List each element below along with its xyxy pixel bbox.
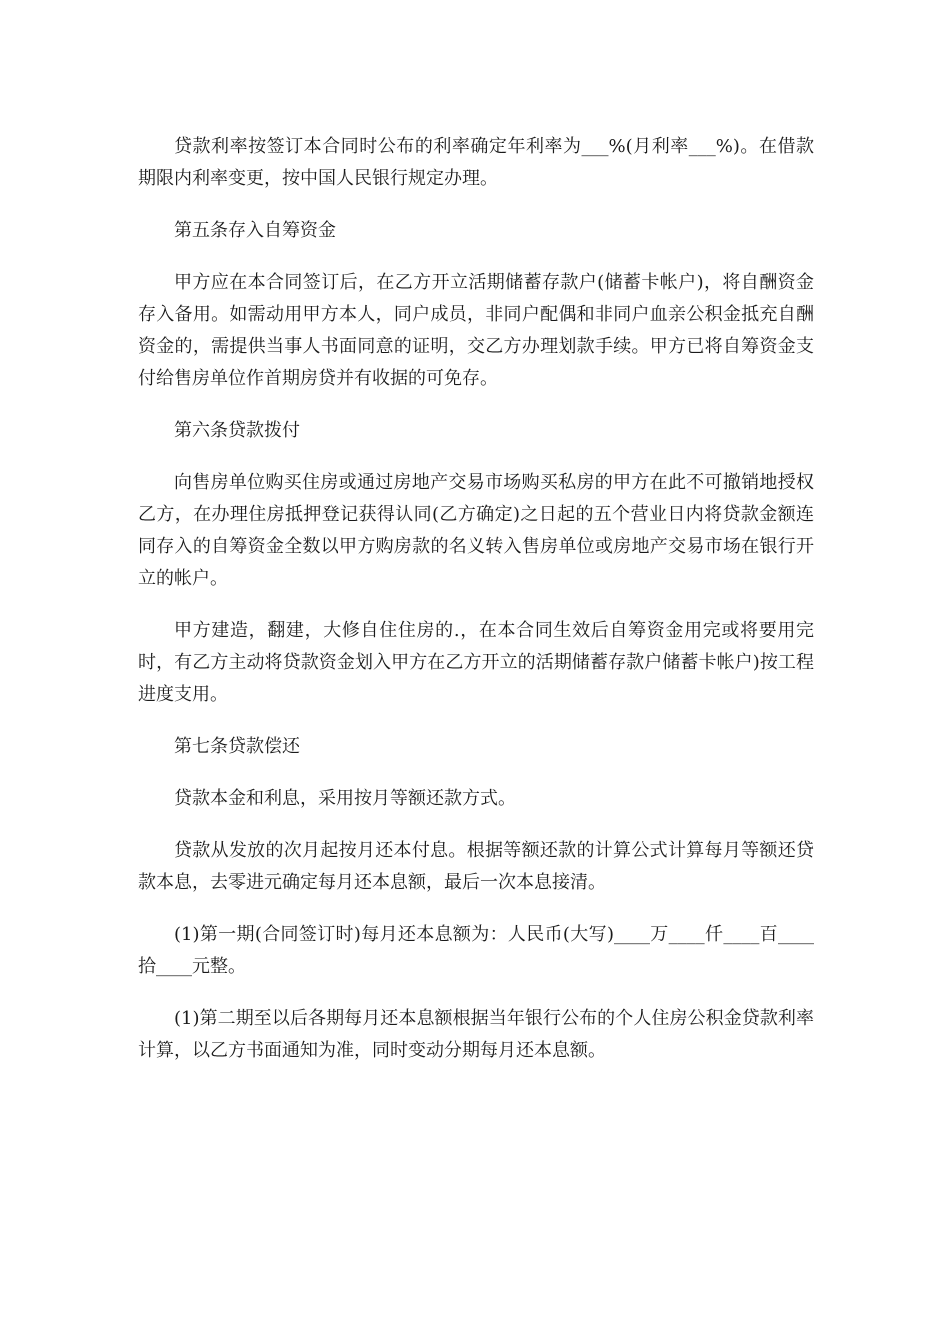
- paragraph-interest-rate: 贷款利率按签订本合同时公布的利率确定年利率为___%(月利率___%)。在借款期限内利率变更，按中国人民银行规定办理。: [138, 136, 814, 189]
- document-body: [138, 131, 814, 1087]
- paragraph-later-periods: (1)第二期至以后各期每月还本息额根据当年银行公布的个人住房公积金贷款利率计算，以乙方书面通知为准，同时变动分期每月还本息额。: [138, 1008, 814, 1061]
- heading-article-6: 第六条贷款拨付: [174, 420, 300, 441]
- paragraph-repayment-method: 贷款本金和利息，采用按月等额还款方式。: [174, 788, 516, 809]
- paragraph-construction-disbursement: 甲方建造，翻建，大修自住住房的.，在本合同生效后自筹资金用完或将要用完时，有乙方主动将贷款资金划入甲方在乙方开立的活期储蓄存款户储蓄卡帐户)按工程进度支用。: [138, 620, 814, 705]
- paragraph-self-funds: 甲方应在本合同签订后，在乙方开立活期储蓄存款户(储蓄卡帐户)，将自酬资金存入备用。如需动用甲方本人，同户成员，非同户配偶和非同户血亲公积金抵充自酬资金的，需提供当事人书面同意的证明，交乙方办理划款手续。甲方已将自筹资金支付给售房单位作首期房贷并有收据的可免存。: [138, 272, 814, 389]
- paragraph-loan-disbursement: 向售房单位购买住房或通过房地产交易市场购买私房的甲方在此不可撤销地授权乙方，在办理住房抵押登记获得认同(乙方确定)之日起的五个营业日内将贷款金额连同存入的自筹资金全数以甲方购房款的名义转入售房单位或房地产交易市场在银行开立的帐户。: [138, 472, 814, 589]
- heading-article-7: 第七条贷款偿还: [174, 736, 300, 757]
- paragraph-repayment-schedule: 贷款从发放的次月起按月还本付息。根据等额还款的计算公式计算每月等额还贷款本息，去零进元确定每月还本息额，最后一次本息接清。: [138, 840, 814, 893]
- heading-article-5: 第五条存入自筹资金: [174, 220, 336, 241]
- paragraph-first-period-amount: (1)第一期(合同签订时)每月还本息额为：人民币(大写)____万____仟____百____拾____元整。: [138, 924, 814, 977]
